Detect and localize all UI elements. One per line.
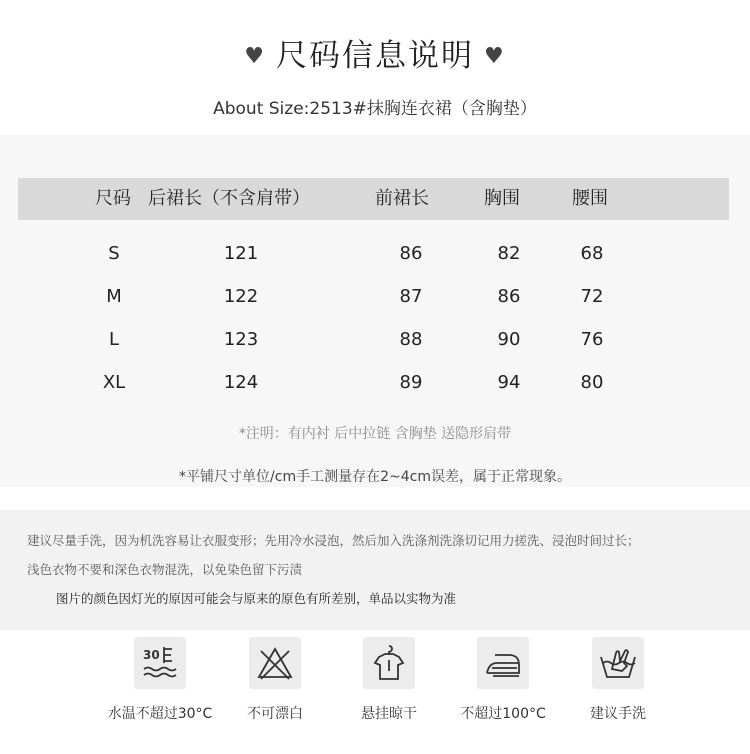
- hand-wash-icon: [592, 637, 644, 689]
- header-bust: 胸围: [484, 188, 520, 209]
- cell-size: L: [108, 329, 120, 350]
- page-title: [0, 30, 750, 75]
- header-front-length: 前裙长: [375, 188, 429, 209]
- no-bleach-icon: [249, 637, 301, 689]
- care-instructions: [0, 510, 750, 630]
- cell-waist: 80: [580, 372, 604, 393]
- header-waist: 腰围: [572, 188, 608, 209]
- size-table-header: [18, 178, 729, 220]
- size-section: [0, 135, 750, 487]
- cell-back-length: 122: [223, 286, 259, 307]
- wash-temp-text: 30: [143, 648, 160, 662]
- header-size: 尺码: [95, 188, 131, 209]
- hang-dry-icon: [363, 637, 415, 689]
- header-back-length: 后裙长（不含肩带）: [148, 188, 310, 209]
- cell-size: XL: [102, 372, 126, 393]
- title-text: 尺码信息说明: [276, 38, 474, 74]
- icon-label: 不超过100°C: [460, 706, 546, 722]
- care-icons-row: [0, 630, 750, 754]
- table-row: [0, 282, 750, 312]
- heart-icon: ♥: [484, 44, 506, 69]
- cell-size: S: [108, 243, 120, 264]
- cell-size: M: [106, 286, 122, 307]
- measurement-note: *平铺尺寸单位/cm手工测量存在2~4cm误差，属于正常现象。: [179, 469, 571, 485]
- table-row: [0, 239, 750, 269]
- icon-label: 不可漂白: [247, 706, 303, 722]
- cell-waist: 68: [580, 243, 604, 264]
- cell-front-length: 86: [399, 243, 423, 264]
- heart-icon: ♥: [244, 44, 266, 69]
- cell-bust: 86: [497, 286, 521, 307]
- cell-back-length: 123: [223, 329, 259, 350]
- cell-front-length: 87: [399, 286, 423, 307]
- cell-bust: 82: [497, 243, 521, 264]
- cell-waist: 76: [580, 329, 604, 350]
- care-line-1: 建议尽量手洗，因为机洗容易让衣服变形；先用冷水浸泡，然后加入洗涤剂洗涤切记用力搓洗、浸泡时间过长；: [27, 533, 640, 548]
- care-line-2: 浅色衣物不要和深色衣物混洗，以免染色留下污渍: [27, 562, 303, 577]
- table-row: [0, 368, 750, 398]
- cell-back-length: 124: [223, 372, 259, 393]
- cell-front-length: 89: [399, 372, 423, 393]
- product-subtitle: About Size:2513#抹胸连衣裙（含胸垫）: [213, 99, 537, 119]
- cell-bust: 90: [497, 329, 521, 350]
- cell-front-length: 88: [399, 329, 423, 350]
- icon-label: 建议手洗: [590, 706, 646, 722]
- cell-waist: 72: [580, 286, 604, 307]
- iron-100-icon: [477, 637, 529, 689]
- icon-label: 悬挂晾干: [361, 706, 417, 722]
- cell-bust: 94: [497, 372, 521, 393]
- care-line-3: 图片的颜色因灯光的原因可能会与原来的原色有所差别，单品以实物为准: [56, 591, 457, 606]
- header: [0, 0, 750, 135]
- cell-back-length: 121: [223, 243, 259, 264]
- table-row: [0, 325, 750, 355]
- features-note: *注明：有内衬 后中拉链 含胸垫 送隐形肩带: [238, 426, 512, 442]
- icon-label: 水温不超过30°C: [107, 706, 213, 722]
- wash-30-icon: [134, 637, 186, 689]
